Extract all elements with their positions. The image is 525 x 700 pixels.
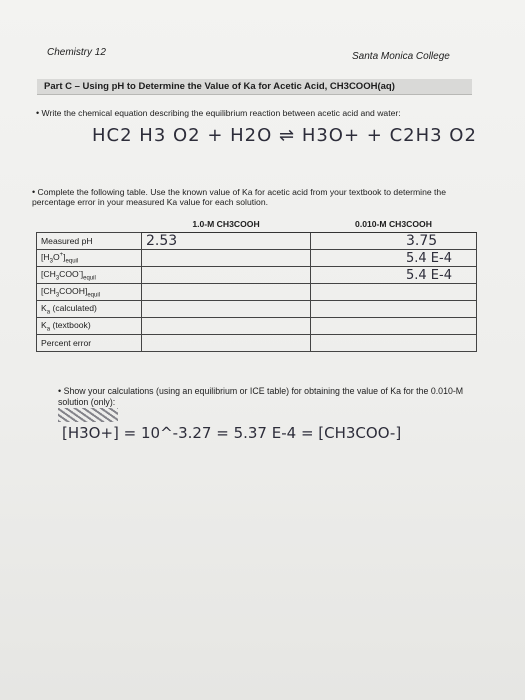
table-row (37, 318, 477, 335)
cell-value (142, 284, 311, 301)
table-header-0010m: 0.010-M CH3COOH (311, 215, 477, 233)
question-1 (36, 108, 476, 118)
scribble-mark (58, 408, 118, 422)
question-2 (32, 187, 462, 207)
table-row (37, 233, 477, 250)
cell-value (142, 267, 311, 284)
table-header-row (37, 215, 477, 233)
table-header-1m: 1.0-M CH3COOH (142, 215, 311, 233)
cell-value (311, 318, 477, 335)
question-3 (58, 386, 488, 408)
row-label: $[H_3O^+]_{equil}$ (37, 250, 142, 267)
row-label: $K_a$ (calculated) (37, 301, 142, 318)
cell-value (142, 318, 311, 335)
cell-value: 5.4 E-4 (311, 267, 477, 284)
table-row (37, 301, 477, 318)
results-table (36, 215, 477, 352)
question-1-prompt: Write the chemical equation describing the equilibrium reaction between acetic acid and water: (41, 108, 401, 118)
table-row (37, 267, 477, 284)
question-3-prompt: Show your calculations (using an equilibrium or ICE table) for obtaining the value of Ka for the 0.010-M solution (only): (58, 386, 464, 407)
table-row (37, 284, 477, 301)
bullet-icon: • (36, 108, 40, 118)
table-row (37, 335, 477, 352)
handwritten-equation: HC2 H3 O2 + H2O ⇌ H3O+ + C2H3 O2 (92, 125, 477, 146)
college-name: Santa Monica College (352, 51, 450, 62)
row-label: Percent error (37, 335, 142, 352)
bullet-icon: • (58, 386, 62, 396)
table-header-blank (37, 215, 142, 233)
table-row (37, 250, 477, 267)
cell-value (142, 250, 311, 267)
cell-value (311, 284, 477, 301)
row-label: Measured pH (37, 233, 142, 250)
cell-value: 3.75 (311, 233, 477, 250)
cell-value (311, 301, 477, 318)
question-2-prompt: Complete the following table. Use the known value of Ka for acetic acid from your textbook to determine the percentage error in your measured Ka value for each solution. (32, 187, 446, 207)
cell-value (142, 301, 311, 318)
course-name: Chemistry 12 (47, 47, 106, 58)
cell-value: 5.4 E-4 (311, 250, 477, 267)
cell-value (142, 335, 311, 352)
bullet-icon: • (32, 187, 36, 197)
cell-value (311, 335, 477, 352)
row-label: $K_a$ (textbook) (37, 318, 142, 335)
row-label: $[CH_3COO^-]_{equil}$ (37, 267, 142, 284)
cell-value: 2.53 (142, 233, 311, 250)
part-title: Part C – Using pH to Determine the Value of Ka for Acetic Acid, CH3COOH(aq) (44, 81, 395, 92)
row-label: $[CH_3COOH]_{equil}$ (37, 284, 142, 301)
handwritten-calculation: [H3O+] = 10^-3.27 = 5.37 E-4 = [CH3COO-] (62, 424, 402, 442)
